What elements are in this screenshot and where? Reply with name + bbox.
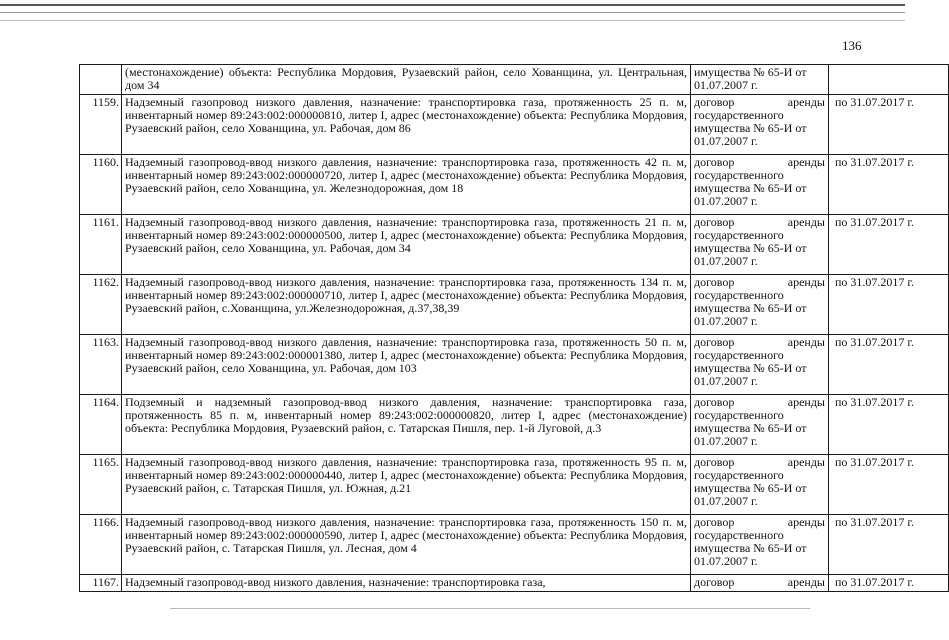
- cell-num: 1161.: [80, 214, 122, 274]
- table-row: [80, 274, 949, 334]
- cell-num: [80, 65, 122, 95]
- scan-artifact-header: [0, 12, 905, 13]
- basis-word-b: аренды: [787, 214, 825, 229]
- cell-description: Подземный и надземный газопровод-ввод низкого давления, назначение: транспортировка газа, протяженность 85 п. м, инвентарный номер 89:243:002:000000820, литер I, адрес (местонахождение) объекта: Республика Мордовия, Рузаевский район, с. Татарская Пишля, пер. 1-й Луговой, д.3: [122, 394, 691, 454]
- cell-description: Надземный газопровод-ввод низкого давления, назначение: транспортировка газа, протяженность 95 п. м, инвентарный номер 89:243:002:000000440, литер I, адрес (местонахождение) объекта: Республика Мордовия, Рузаевский район, с. Татарская Пишля, ул. Южная, д.21: [122, 454, 691, 514]
- table-row: [80, 514, 949, 574]
- scan-artifact-subheader: [0, 20, 905, 21]
- basis-word-b: аренды: [787, 454, 825, 469]
- cell-basis: [691, 334, 829, 394]
- basis-word-b: аренды: [787, 274, 825, 289]
- cell-term: по 31.07.2017 г.: [829, 154, 949, 214]
- basis-word-a: договор: [694, 214, 735, 229]
- basis-word-a: договор: [694, 154, 735, 169]
- basis-word-a: договор: [694, 274, 735, 289]
- cell-description: Надземный газопровод-ввод низкого давления, назначение: транспортировка газа, протяженность 50 п. м, инвентарный номер 89:243:002:000001380, литер I, адрес (местонахождение) объекта: Республика Мордовия, Рузаевский район, село Хованщина, ул. Рабочая, дом 103: [122, 334, 691, 394]
- basis-word-b: аренды: [787, 94, 825, 109]
- cell-basis: [691, 394, 829, 454]
- basis-line: [694, 96, 825, 109]
- basis-word-b: аренды: [787, 514, 825, 529]
- cell-description: Надземный газопровод-ввод низкого давления, назначение: транспортировка газа, протяженность 21 п. м, инвентарный номер 89:243:002:000000500, литер I, адрес (местонахождение) объекта: Республика Мордовия, Рузаевский район, село Хованщина, ул. Рабочая, дом 34: [122, 214, 691, 274]
- basis-rest: государственного имущества № 65-И от 01.07.2007 г.: [694, 287, 807, 329]
- property-table: [79, 64, 949, 592]
- basis-rest: государственного имущества № 65-И от 01.07.2007 г.: [694, 467, 807, 509]
- basis-word-b: аренды: [787, 394, 825, 409]
- basis-rest: государственного имущества № 65-И от 01.07.2007 г.: [694, 107, 807, 149]
- table-row-partial-bottom: [80, 574, 949, 591]
- cell-num: 1164.: [80, 394, 122, 454]
- table-row: [80, 394, 949, 454]
- basis-word-b: аренды: [787, 334, 825, 349]
- cell-term: по 31.07.2017 г.: [829, 334, 949, 394]
- cell-term: по 31.07.2017 г.: [829, 514, 949, 574]
- basis-line: [694, 156, 825, 169]
- basis-word-a: договор: [694, 394, 735, 409]
- basis-word-a: договор: [694, 94, 735, 109]
- basis-rest: государственного имущества № 65-И от 01.07.2007 г.: [694, 407, 807, 449]
- table-row-partial-top: [80, 65, 949, 95]
- basis-line: [694, 276, 825, 289]
- cell-term: по 31.07.2017 г.: [829, 394, 949, 454]
- cell-description: (местонахождение) объекта: Республика Мордовия, Рузаевский район, село Хованщина, ул. Центральная, дом 34: [122, 65, 691, 95]
- table-row: [80, 214, 949, 274]
- scan-artifact-top: [0, 4, 905, 6]
- cell-term: по 31.07.2017 г.: [829, 274, 949, 334]
- cell-basis: [691, 214, 829, 274]
- basis-word-b: аренды: [787, 574, 825, 589]
- cell-description: Надземный газопровод-ввод низкого давления, назначение: транспортировка газа, протяженность 42 п. м, инвентарный номер 89:243:002:000000720, литер I, адрес (местонахождение) объекта: Республика Мордовия, Рузаевский район, село Хованщина, ул. Железнодорожная, дом 18: [122, 154, 691, 214]
- cell-description: Надземный газопровод-ввод низкого давления, назначение: транспортировка газа, протяженность 150 п. м, инвентарный номер 89:243:002:000000590, литер I, адрес (местонахождение) объекта: Республика Мордовия, Рузаевский район, с. Татарская Пишля, ул. Лесная, дом 4: [122, 514, 691, 574]
- basis-word-a: договор: [694, 334, 735, 349]
- cell-basis: [691, 274, 829, 334]
- table-row: [80, 334, 949, 394]
- cell-description: Надземный газопровод-ввод низкого давления, назначение: транспортировка газа, протяженность 134 п. м, инвентарный номер 89:243:002:000000710, литер I, адрес (местонахождение) объекта: Республика Мордовия, Рузаевский район, с.Хованщина, ул.Железнодорожная, д.37,38,39: [122, 274, 691, 334]
- basis-rest: государственного имущества № 65-И от 01.07.2007 г.: [694, 167, 807, 209]
- cell-description: Надземный газопровод-ввод низкого давления, назначение: транспортировка газа,: [122, 574, 691, 591]
- cell-basis: [691, 154, 829, 214]
- cell-basis: [691, 514, 829, 574]
- basis-word-a: договор: [694, 574, 735, 589]
- cell-num: 1162.: [80, 274, 122, 334]
- page-number: 136: [842, 38, 862, 53]
- basis-line: [694, 216, 825, 229]
- cell-num: 1166.: [80, 514, 122, 574]
- cell-num: 1165.: [80, 454, 122, 514]
- cell-num: 1167.: [80, 574, 122, 591]
- basis-word-a: договор: [694, 514, 735, 529]
- scan-artifact-bottom: [170, 608, 810, 609]
- table-row: [80, 94, 949, 154]
- basis-line: [694, 516, 825, 529]
- cell-term: по 31.07.2017 г.: [829, 574, 949, 591]
- table-rows: [80, 94, 949, 574]
- cell-term: [829, 65, 949, 95]
- cell-term: по 31.07.2017 г.: [829, 214, 949, 274]
- cell-term: по 31.07.2017 г.: [829, 94, 949, 154]
- basis-word-a: договор: [694, 454, 735, 469]
- basis-rest: государственного имущества № 65-И от 01.07.2007 г.: [694, 347, 807, 389]
- cell-num: 1159.: [80, 94, 122, 154]
- table-row: [80, 454, 949, 514]
- table-row: [80, 154, 949, 214]
- cell-term: по 31.07.2017 г.: [829, 454, 949, 514]
- cell-num: 1160.: [80, 154, 122, 214]
- cell-basis: [691, 94, 829, 154]
- cell-num: 1163.: [80, 334, 122, 394]
- basis-word-b: аренды: [787, 154, 825, 169]
- basis-line: [694, 576, 825, 589]
- cell-basis: [691, 454, 829, 514]
- cell-basis: [691, 574, 829, 591]
- cell-basis: имущества № 65-И от 01.07.2007 г.: [691, 65, 829, 95]
- basis-rest: государственного имущества № 65-И от 01.07.2007 г.: [694, 527, 807, 569]
- basis-line: [694, 336, 825, 349]
- basis-line: [694, 396, 825, 409]
- cell-description: Надземный газопровод низкого давления, назначение: транспортировка газа, протяженность 25 п. м, инвентарный номер 89:243:002:000000810, литер I, адрес (местонахождение) объекта: Республика Мордовия, Рузаевский район, село Хованщина, ул. Рабочая, дом 86: [122, 94, 691, 154]
- basis-rest: государственного имущества № 65-И от 01.07.2007 г.: [694, 227, 807, 269]
- basis-line: [694, 456, 825, 469]
